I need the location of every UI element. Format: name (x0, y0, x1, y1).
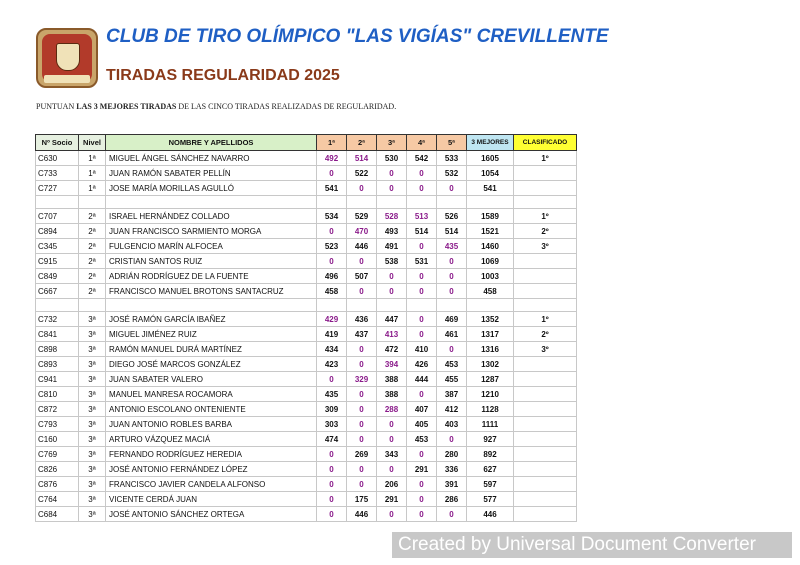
note-prefix: PUNTUAN (36, 102, 77, 111)
tirada-1-cell: 496 (317, 269, 347, 284)
nombre-cell: JUAN SABATER VALERO (106, 372, 317, 387)
page-subtitle: TIRADAS REGULARIDAD 2025 (106, 67, 340, 84)
tirada-5-cell: 286 (437, 492, 467, 507)
tirada-5-cell: 336 (437, 462, 467, 477)
tirada-5-cell: 514 (437, 224, 467, 239)
tirada-1-cell: 0 (317, 254, 347, 269)
clasificado-cell (514, 387, 577, 402)
tirada-1-cell: 303 (317, 417, 347, 432)
tirada-1-cell: 0 (317, 492, 347, 507)
empty-cell (407, 299, 437, 312)
socio-cell: C667 (36, 284, 79, 299)
empty-cell (407, 196, 437, 209)
tirada-3-cell: 530 (377, 151, 407, 166)
logo-ribbon (44, 75, 90, 83)
socio-cell: C898 (36, 342, 79, 357)
table-row (36, 239, 577, 254)
empty-cell (79, 299, 106, 312)
tirada-2-cell: 522 (347, 166, 377, 181)
socio-cell: C849 (36, 269, 79, 284)
tirada-4-cell: 542 (407, 151, 437, 166)
tirada-1-cell: 0 (317, 372, 347, 387)
clasificado-cell (514, 269, 577, 284)
tirada-1-cell: 534 (317, 209, 347, 224)
socio-cell: C894 (36, 224, 79, 239)
socio-cell: C684 (36, 507, 79, 522)
header-nivel: Nivel (79, 135, 106, 151)
tirada-1-cell: 429 (317, 312, 347, 327)
mejores-cell: 1287 (467, 372, 514, 387)
header-tirada-1: 1ª (317, 135, 347, 151)
watermark: Created by Universal Document Converter (392, 532, 792, 558)
tirada-3-cell: 0 (377, 432, 407, 447)
clasificado-cell (514, 357, 577, 372)
tirada-5-cell: 387 (437, 387, 467, 402)
tirada-4-cell: 410 (407, 342, 437, 357)
tirada-1-cell: 492 (317, 151, 347, 166)
socio-cell: C872 (36, 402, 79, 417)
empty-cell (437, 196, 467, 209)
tirada-1-cell: 0 (317, 462, 347, 477)
clasificado-cell: 3º (514, 239, 577, 254)
table-row (36, 387, 577, 402)
header-nombre: NOMBRE Y APELLIDOS (106, 135, 317, 151)
tirada-5-cell: 391 (437, 477, 467, 492)
tirada-5-cell: 435 (437, 239, 467, 254)
empty-cell (317, 299, 347, 312)
table-row (36, 507, 577, 522)
tirada-5-cell: 403 (437, 417, 467, 432)
tirada-2-cell: 529 (347, 209, 377, 224)
tirada-1-cell: 0 (317, 166, 347, 181)
socio-cell: C733 (36, 166, 79, 181)
tirada-2-cell: 436 (347, 312, 377, 327)
clasificado-cell: 2º (514, 224, 577, 239)
tirada-1-cell: 541 (317, 181, 347, 196)
table-row (36, 417, 577, 432)
tirada-2-cell: 0 (347, 417, 377, 432)
nombre-cell: FRANCISCO JAVIER CANDELA ALFONSO (106, 477, 317, 492)
tirada-5-cell: 526 (437, 209, 467, 224)
results-table (35, 134, 577, 522)
nombre-cell: JUAN RAMÓN SABATER PELLÍN (106, 166, 317, 181)
clasificado-cell: 1º (514, 151, 577, 166)
socio-cell: C764 (36, 492, 79, 507)
empty-cell (36, 299, 79, 312)
nivel-cell: 3ª (79, 342, 106, 357)
clasificado-cell (514, 372, 577, 387)
tirada-2-cell: 446 (347, 507, 377, 522)
table-row (36, 357, 577, 372)
empty-cell (377, 196, 407, 209)
table-row (36, 477, 577, 492)
empty-cell (79, 196, 106, 209)
mejores-cell: 1521 (467, 224, 514, 239)
tirada-1-cell: 0 (317, 447, 347, 462)
tirada-3-cell: 0 (377, 181, 407, 196)
nombre-cell: JOSÉ ANTONIO FERNÁNDEZ LÓPEZ (106, 462, 317, 477)
tirada-3-cell: 343 (377, 447, 407, 462)
mejores-cell: 1589 (467, 209, 514, 224)
clasificado-cell: 1º (514, 209, 577, 224)
table-row (36, 342, 577, 357)
tirada-5-cell: 469 (437, 312, 467, 327)
nivel-cell: 2ª (79, 284, 106, 299)
nombre-cell: ADRIÁN RODRÍGUEZ DE LA FUENTE (106, 269, 317, 284)
clasificado-cell (514, 284, 577, 299)
tirada-5-cell: 0 (437, 269, 467, 284)
nivel-cell: 3ª (79, 387, 106, 402)
tirada-5-cell: 533 (437, 151, 467, 166)
tirada-3-cell: 388 (377, 372, 407, 387)
nombre-cell: JOSÉ ANTONIO SÁNCHEZ ORTEGA (106, 507, 317, 522)
tirada-2-cell: 507 (347, 269, 377, 284)
tirada-1-cell: 434 (317, 342, 347, 357)
tirada-4-cell: 513 (407, 209, 437, 224)
table-row (36, 372, 577, 387)
tirada-4-cell: 0 (407, 387, 437, 402)
tirada-1-cell: 423 (317, 357, 347, 372)
table-row (36, 432, 577, 447)
tirada-4-cell: 0 (407, 507, 437, 522)
tirada-4-cell: 426 (407, 357, 437, 372)
clasificado-cell: 1º (514, 312, 577, 327)
socio-cell: C893 (36, 357, 79, 372)
nivel-cell: 3ª (79, 477, 106, 492)
tirada-5-cell: 461 (437, 327, 467, 342)
mejores-cell: 458 (467, 284, 514, 299)
mejores-cell: 627 (467, 462, 514, 477)
socio-cell: C727 (36, 181, 79, 196)
nivel-cell: 3ª (79, 462, 106, 477)
clasificado-cell: 3º (514, 342, 577, 357)
mejores-cell: 1316 (467, 342, 514, 357)
tirada-4-cell: 0 (407, 492, 437, 507)
clasificado-cell: 2º (514, 327, 577, 342)
tirada-1-cell: 458 (317, 284, 347, 299)
header-tirada-4: 4ª (407, 135, 437, 151)
tirada-4-cell: 444 (407, 372, 437, 387)
tirada-1-cell: 0 (317, 224, 347, 239)
table-row (36, 447, 577, 462)
tirada-4-cell: 0 (407, 284, 437, 299)
socio-cell: C793 (36, 417, 79, 432)
tirada-3-cell: 491 (377, 239, 407, 254)
table-row (36, 492, 577, 507)
tirada-5-cell: 0 (437, 254, 467, 269)
logo-shield-icon (56, 43, 80, 71)
table-header-row (36, 135, 577, 151)
nivel-cell: 3ª (79, 417, 106, 432)
tirada-5-cell: 453 (437, 357, 467, 372)
nivel-cell: 2ª (79, 224, 106, 239)
mejores-cell: 1111 (467, 417, 514, 432)
tirada-1-cell: 0 (317, 507, 347, 522)
tirada-2-cell: 0 (347, 254, 377, 269)
tirada-4-cell: 0 (407, 447, 437, 462)
nombre-cell: FERNANDO RODRÍGUEZ HEREDIA (106, 447, 317, 462)
clasificado-cell (514, 402, 577, 417)
tirada-4-cell: 0 (407, 181, 437, 196)
tirada-4-cell: 0 (407, 166, 437, 181)
nombre-cell: RAMÓN MANUEL DURÁ MARTÍNEZ (106, 342, 317, 357)
tirada-3-cell: 493 (377, 224, 407, 239)
table-row (36, 224, 577, 239)
tirada-3-cell: 0 (377, 462, 407, 477)
empty-cell (347, 196, 377, 209)
tirada-4-cell: 407 (407, 402, 437, 417)
socio-cell: C630 (36, 151, 79, 166)
tirada-5-cell: 280 (437, 447, 467, 462)
socio-cell: C841 (36, 327, 79, 342)
tirada-2-cell: 0 (347, 357, 377, 372)
table-body (36, 151, 577, 522)
tirada-4-cell: 405 (407, 417, 437, 432)
tirada-5-cell: 0 (437, 432, 467, 447)
page-title: CLUB DE TIRO OLÍMPICO "LAS VIGÍAS" CREVILLENTE (106, 26, 609, 47)
tirada-3-cell: 0 (377, 269, 407, 284)
tirada-5-cell: 0 (437, 181, 467, 196)
tirada-3-cell: 0 (377, 166, 407, 181)
tirada-4-cell: 0 (407, 327, 437, 342)
tirada-2-cell: 0 (347, 462, 377, 477)
note-suffix: DE LAS CINCO TIRADAS REALIZADAS DE REGULARIDAD. (176, 102, 397, 111)
nivel-cell: 1ª (79, 181, 106, 196)
tirada-1-cell: 0 (317, 477, 347, 492)
nivel-cell: 3ª (79, 492, 106, 507)
tirada-3-cell: 291 (377, 492, 407, 507)
nombre-cell: ANTONIO ESCOLANO ONTENIENTE (106, 402, 317, 417)
socio-cell: C876 (36, 477, 79, 492)
tirada-1-cell: 309 (317, 402, 347, 417)
note-bold: LAS 3 MEJORES TIRADAS (76, 102, 177, 111)
table-row (36, 284, 577, 299)
nombre-cell: ISRAEL HERNÁNDEZ COLLADO (106, 209, 317, 224)
socio-cell: C707 (36, 209, 79, 224)
nivel-cell: 2ª (79, 254, 106, 269)
nombre-cell: JUAN FRANCISCO SARMIENTO MORGA (106, 224, 317, 239)
tirada-2-cell: 514 (347, 151, 377, 166)
tirada-3-cell: 394 (377, 357, 407, 372)
mejores-cell: 1352 (467, 312, 514, 327)
nivel-cell: 1ª (79, 151, 106, 166)
tirada-2-cell: 0 (347, 181, 377, 196)
tirada-2-cell: 175 (347, 492, 377, 507)
tirada-1-cell: 474 (317, 432, 347, 447)
scoring-note (36, 102, 396, 111)
header-tirada-3: 3ª (377, 135, 407, 151)
nivel-cell: 3ª (79, 372, 106, 387)
empty-cell (514, 196, 577, 209)
mejores-cell: 1317 (467, 327, 514, 342)
tirada-3-cell: 388 (377, 387, 407, 402)
tirada-4-cell: 453 (407, 432, 437, 447)
nombre-cell: JOSÉ RAMÓN GARCÍA IBAÑEZ (106, 312, 317, 327)
tirada-3-cell: 413 (377, 327, 407, 342)
tirada-4-cell: 514 (407, 224, 437, 239)
mejores-cell: 1302 (467, 357, 514, 372)
nivel-cell: 3ª (79, 357, 106, 372)
empty-cell (106, 299, 317, 312)
tirada-1-cell: 523 (317, 239, 347, 254)
tirada-2-cell: 470 (347, 224, 377, 239)
socio-cell: C160 (36, 432, 79, 447)
nivel-cell: 3ª (79, 312, 106, 327)
clasificado-cell (514, 462, 577, 477)
tirada-3-cell: 0 (377, 507, 407, 522)
tirada-4-cell: 0 (407, 477, 437, 492)
nombre-cell: FRANCISCO MANUEL BROTONS SANTACRUZ (106, 284, 317, 299)
nivel-cell: 3ª (79, 402, 106, 417)
table-row (36, 462, 577, 477)
nivel-cell: 2ª (79, 209, 106, 224)
tirada-4-cell: 0 (407, 269, 437, 284)
tirada-1-cell: 419 (317, 327, 347, 342)
empty-cell (36, 196, 79, 209)
table-row (36, 402, 577, 417)
tirada-1-cell: 435 (317, 387, 347, 402)
empty-cell (377, 299, 407, 312)
tirada-4-cell: 291 (407, 462, 437, 477)
tirada-5-cell: 412 (437, 402, 467, 417)
clasificado-cell (514, 447, 577, 462)
table-spacer-row (36, 299, 577, 312)
nombre-cell: CRISTIAN SANTOS RUIZ (106, 254, 317, 269)
mejores-cell: 597 (467, 477, 514, 492)
mejores-cell: 1128 (467, 402, 514, 417)
socio-cell: C810 (36, 387, 79, 402)
tirada-5-cell: 455 (437, 372, 467, 387)
socio-cell: C826 (36, 462, 79, 477)
table-row (36, 151, 577, 166)
socio-cell: C769 (36, 447, 79, 462)
tirada-3-cell: 206 (377, 477, 407, 492)
tirada-5-cell: 0 (437, 284, 467, 299)
clasificado-cell (514, 432, 577, 447)
table-spacer-row (36, 196, 577, 209)
tirada-4-cell: 0 (407, 239, 437, 254)
tirada-4-cell: 531 (407, 254, 437, 269)
nivel-cell: 2ª (79, 239, 106, 254)
mejores-cell: 1210 (467, 387, 514, 402)
nombre-cell: MIGUEL JIMÉNEZ RUIZ (106, 327, 317, 342)
socio-cell: C345 (36, 239, 79, 254)
nivel-cell: 3ª (79, 507, 106, 522)
clasificado-cell (514, 477, 577, 492)
tirada-4-cell: 0 (407, 312, 437, 327)
mejores-cell: 577 (467, 492, 514, 507)
nombre-cell: MANUEL MANRESA ROCAMORA (106, 387, 317, 402)
header-tirada-2: 2ª (347, 135, 377, 151)
tirada-2-cell: 0 (347, 477, 377, 492)
nombre-cell: DIEGO JOSÉ MARCOS GONZÁLEZ (106, 357, 317, 372)
nombre-cell: MIGUEL ÁNGEL SÁNCHEZ NAVARRO (106, 151, 317, 166)
nombre-cell: FULGENCIO MARÍN ALFOCEA (106, 239, 317, 254)
clasificado-cell (514, 507, 577, 522)
table-row (36, 209, 577, 224)
mejores-cell: 892 (467, 447, 514, 462)
empty-cell (106, 196, 317, 209)
clasificado-cell (514, 181, 577, 196)
tirada-2-cell: 0 (347, 402, 377, 417)
clasificado-cell (514, 254, 577, 269)
mejores-cell: 1069 (467, 254, 514, 269)
table-row (36, 327, 577, 342)
clasificado-cell (514, 492, 577, 507)
table-row (36, 254, 577, 269)
nivel-cell: 3ª (79, 447, 106, 462)
tirada-2-cell: 0 (347, 284, 377, 299)
tirada-3-cell: 0 (377, 417, 407, 432)
nombre-cell: JUAN ANTONIO ROBLES BARBA (106, 417, 317, 432)
socio-cell: C941 (36, 372, 79, 387)
tirada-2-cell: 0 (347, 432, 377, 447)
empty-cell (437, 299, 467, 312)
header-clasificado: CLASIFICADO (514, 135, 577, 151)
nombre-cell: JOSE MARÍA MORILLAS AGULLÓ (106, 181, 317, 196)
nombre-cell: ARTURO VÁZQUEZ MACIÁ (106, 432, 317, 447)
club-logo (36, 28, 98, 88)
tirada-3-cell: 0 (377, 284, 407, 299)
empty-cell (317, 196, 347, 209)
nivel-cell: 2ª (79, 269, 106, 284)
tirada-3-cell: 528 (377, 209, 407, 224)
table-row (36, 269, 577, 284)
header-tirada-5: 5ª (437, 135, 467, 151)
clasificado-cell (514, 417, 577, 432)
mejores-cell: 1460 (467, 239, 514, 254)
mejores-cell: 1054 (467, 166, 514, 181)
header-socio: Nº Socio (36, 135, 79, 151)
empty-cell (467, 196, 514, 209)
mejores-cell: 541 (467, 181, 514, 196)
mejores-cell: 1003 (467, 269, 514, 284)
tirada-3-cell: 472 (377, 342, 407, 357)
tirada-2-cell: 269 (347, 447, 377, 462)
table-row (36, 181, 577, 196)
mejores-cell: 446 (467, 507, 514, 522)
tirada-2-cell: 446 (347, 239, 377, 254)
clasificado-cell (514, 166, 577, 181)
tirada-5-cell: 532 (437, 166, 467, 181)
nombre-cell: VICENTE CERDÁ JUAN (106, 492, 317, 507)
tirada-5-cell: 0 (437, 507, 467, 522)
empty-cell (347, 299, 377, 312)
mejores-cell: 927 (467, 432, 514, 447)
socio-cell: C732 (36, 312, 79, 327)
table-row (36, 166, 577, 181)
header-3-mejores: 3 MEJORES (467, 135, 514, 151)
empty-cell (467, 299, 514, 312)
tirada-3-cell: 538 (377, 254, 407, 269)
tirada-2-cell: 0 (347, 342, 377, 357)
tirada-5-cell: 0 (437, 342, 467, 357)
nivel-cell: 1ª (79, 166, 106, 181)
tirada-3-cell: 288 (377, 402, 407, 417)
tirada-2-cell: 329 (347, 372, 377, 387)
table-row (36, 312, 577, 327)
mejores-cell: 1605 (467, 151, 514, 166)
empty-cell (514, 299, 577, 312)
nivel-cell: 3ª (79, 327, 106, 342)
tirada-2-cell: 0 (347, 387, 377, 402)
socio-cell: C915 (36, 254, 79, 269)
nivel-cell: 3ª (79, 432, 106, 447)
tirada-2-cell: 437 (347, 327, 377, 342)
tirada-3-cell: 447 (377, 312, 407, 327)
